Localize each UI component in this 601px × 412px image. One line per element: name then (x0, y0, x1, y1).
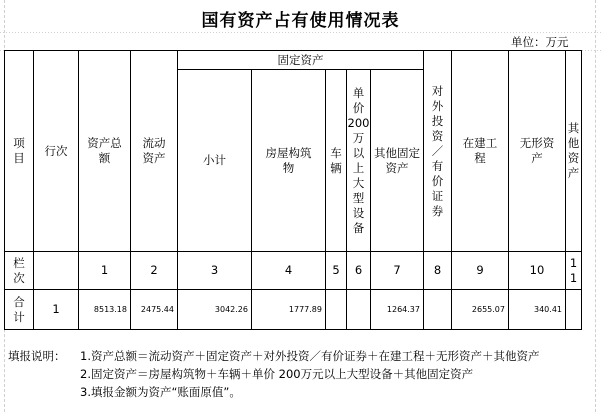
column-number-cell[interactable] (34, 252, 79, 290)
unit-label: 单位：万元 (511, 35, 569, 49)
header-buildings[interactable]: 房屋构筑 物 (252, 70, 326, 252)
buildings-value[interactable]: 1777.89 (252, 290, 326, 330)
notes-label: 填报说明： (8, 349, 66, 363)
note-line: 1.资产总额＝流动资产＋固定资产＋对外投资／有价证券＋在建工程＋无形资产＋其他资产 (80, 349, 540, 363)
table-title: 国有资产占有使用情况表 (201, 11, 400, 31)
total-assets-value[interactable]: 8513.18 (79, 290, 131, 330)
other-assets-value[interactable] (566, 290, 582, 330)
construction-value[interactable]: 2655.07 (452, 290, 509, 330)
total-row-label[interactable]: 合 计 (5, 290, 34, 330)
header-intangible[interactable]: 无形资 产 (509, 51, 566, 252)
header-row-no[interactable]: 行次 (34, 51, 79, 252)
header-item[interactable]: 项 目 (5, 51, 34, 252)
investments-value[interactable] (424, 290, 452, 330)
header-fixed-assets[interactable]: 固定资产 (178, 51, 424, 70)
column-number-cell[interactable]: 1 1 (566, 252, 582, 290)
column-number-cell[interactable]: 8 (424, 252, 452, 290)
header-current-assets[interactable]: 流动 资产 (131, 51, 178, 252)
column-number-cell[interactable]: 5 (326, 252, 347, 290)
column-number-cell[interactable]: 9 (452, 252, 509, 290)
page-break-line (595, 0, 596, 412)
column-number-cell[interactable]: 2 (131, 252, 178, 290)
header-other-assets[interactable]: 其 他 资 产 (566, 51, 582, 252)
vehicles-value[interactable] (326, 290, 347, 330)
subtotal-value[interactable]: 3042.26 (178, 290, 252, 330)
header-total-assets[interactable]: 资产总 额 (79, 51, 131, 252)
column-row-label[interactable]: 栏 次 (5, 252, 34, 290)
column-number-cell[interactable]: 7 (371, 252, 424, 290)
asset-table (4, 50, 582, 330)
header-construction[interactable]: 在建工 程 (452, 51, 509, 252)
note-line: 2.固定资产＝房屋构筑物＋车辆＋单价 200万元以上大型设备＋其他固定资产 (80, 367, 474, 381)
total-row-no[interactable]: 1 (34, 290, 79, 330)
header-other-fixed[interactable]: 其他固定 资产 (371, 70, 424, 252)
filling-notes (8, 347, 539, 401)
large-equipment-value[interactable] (347, 290, 371, 330)
other-fixed-value[interactable]: 1264.37 (371, 290, 424, 330)
header-investments[interactable]: 对 外 投 资 ／ 有 价 证 券 (424, 51, 452, 252)
header-vehicles[interactable]: 车 辆 (326, 70, 347, 252)
intangible-value[interactable]: 340.41 (509, 290, 566, 330)
note-line: 3.填报金额为资产“账面原值”。 (80, 385, 241, 399)
column-number-cell[interactable]: 4 (252, 252, 326, 290)
header-large-equipment[interactable]: 单 价 200 万 以 上 大 型 设 备 (347, 70, 371, 252)
column-number-cell[interactable]: 6 (347, 252, 371, 290)
column-number-cell[interactable]: 10 (509, 252, 566, 290)
current-assets-value[interactable]: 2475.44 (131, 290, 178, 330)
column-number-cell[interactable]: 1 (79, 252, 131, 290)
column-number-cell[interactable]: 3 (178, 252, 252, 290)
header-subtotal[interactable]: 小计 (178, 70, 252, 252)
